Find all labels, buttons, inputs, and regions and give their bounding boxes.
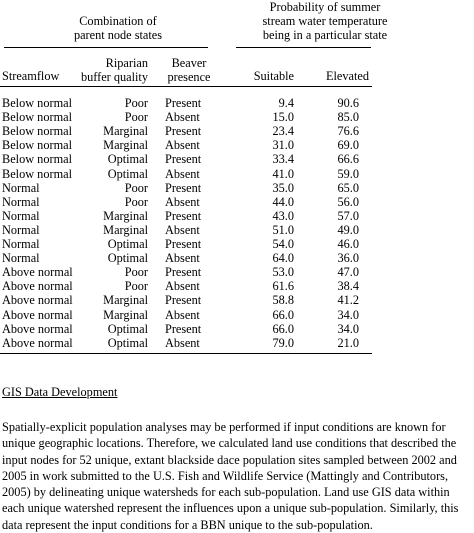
cell-suitable: 58.8 bbox=[272, 293, 294, 308]
cell-beaver: Absent bbox=[165, 110, 200, 125]
table-row bbox=[0, 336, 474, 350]
group-header-line: Combination of bbox=[79, 14, 157, 28]
cell-suitable: 44.0 bbox=[272, 194, 294, 209]
group-rule-right bbox=[236, 47, 371, 48]
cell-streamflow: Normal bbox=[2, 180, 40, 195]
cell-riparian: Marginal bbox=[103, 138, 148, 153]
cell-riparian: Marginal bbox=[103, 307, 148, 322]
cell-riparian: Optimal bbox=[107, 237, 148, 251]
col-header-streamflow: Streamflow bbox=[2, 69, 60, 83]
cell-riparian: Optimal bbox=[107, 335, 148, 350]
cell-riparian: Poor bbox=[124, 110, 148, 125]
cell-streamflow: Below normal bbox=[2, 152, 73, 167]
group-header-probability bbox=[225, 0, 425, 42]
table-row bbox=[0, 110, 474, 124]
cell-suitable: 53.0 bbox=[272, 265, 294, 280]
cell-beaver: Absent bbox=[165, 307, 200, 322]
cell-suitable: 54.0 bbox=[272, 237, 294, 251]
cell-streamflow: Above normal bbox=[2, 265, 73, 280]
group-header-line: being in a particular state bbox=[262, 28, 388, 42]
cell-suitable: 61.6 bbox=[272, 279, 294, 294]
cell-beaver: Present bbox=[165, 237, 202, 251]
cell-streamflow: Above normal bbox=[2, 307, 73, 322]
cell-suitable: 31.0 bbox=[272, 138, 294, 153]
table-row bbox=[0, 237, 474, 251]
cell-streamflow: Below normal bbox=[2, 96, 73, 110]
cell-beaver: Present bbox=[165, 124, 202, 139]
cell-beaver: Absent bbox=[165, 222, 200, 237]
cell-suitable: 66.0 bbox=[272, 307, 294, 322]
cell-elevated: 57.0 bbox=[337, 208, 359, 223]
cell-elevated: 69.0 bbox=[337, 138, 359, 153]
table-row bbox=[0, 152, 474, 166]
cell-suitable: 23.4 bbox=[272, 124, 294, 139]
cell-streamflow: Above normal bbox=[2, 321, 73, 336]
col-header-elevated: Elevated bbox=[325, 69, 369, 83]
col-header-suitable: Suitable bbox=[253, 69, 294, 83]
cell-streamflow: Below normal bbox=[2, 124, 73, 139]
cell-riparian: Optimal bbox=[107, 321, 148, 336]
cell-streamflow: Normal bbox=[2, 208, 40, 223]
col-header-line: presence bbox=[167, 70, 211, 84]
cell-beaver: Present bbox=[165, 293, 202, 308]
cell-streamflow: Normal bbox=[2, 251, 40, 266]
cell-riparian: Marginal bbox=[103, 293, 148, 308]
cell-riparian: Poor bbox=[124, 96, 148, 110]
cell-beaver: Present bbox=[165, 96, 202, 110]
cell-streamflow: Normal bbox=[2, 222, 40, 237]
table-row bbox=[0, 265, 474, 279]
table-row bbox=[0, 124, 474, 138]
cell-elevated: 85.0 bbox=[337, 110, 359, 125]
cell-beaver: Present bbox=[165, 265, 202, 280]
table-row bbox=[0, 279, 474, 293]
cell-suitable: 79.0 bbox=[272, 335, 294, 350]
cell-elevated: 56.0 bbox=[337, 194, 359, 209]
group-rule-left bbox=[4, 47, 208, 48]
cell-elevated: 21.0 bbox=[337, 335, 359, 350]
table-row bbox=[0, 181, 474, 195]
cell-riparian: Optimal bbox=[107, 152, 148, 167]
cell-beaver: Present bbox=[165, 208, 202, 223]
cell-elevated: 66.6 bbox=[337, 152, 359, 167]
cell-riparian: Poor bbox=[124, 279, 148, 294]
cell-suitable: 66.0 bbox=[272, 321, 294, 336]
cell-elevated: 65.0 bbox=[337, 180, 359, 195]
cell-riparian: Poor bbox=[124, 194, 148, 209]
cell-suitable: 51.0 bbox=[272, 222, 294, 237]
group-header-line: stream water temperature bbox=[262, 14, 388, 28]
cell-suitable: 43.0 bbox=[272, 208, 294, 223]
cell-suitable: 15.0 bbox=[272, 110, 294, 125]
cell-beaver: Absent bbox=[165, 279, 200, 294]
cell-streamflow: Above normal bbox=[2, 335, 73, 350]
cell-elevated: 90.6 bbox=[337, 96, 359, 110]
section-paragraph: Spatially-explicit population analyses may be performed if input conditions are known for unique geographic locations. Therefore, we calculated land use conditions that described the input nodes for 52 unique, extant blackside dace population sites sampled between 2002 and 2005 in work submitted to the U.S. Fish and Wildlife Service (Mattingly and Contributors, 2005) by delineating unique watersheds for each sub-population. Land use GIS data within each unique watershed represent the influences upon a unique sub-population. Similarly, this data represent the input conditions for a BBN unique to the sub-population. bbox=[2, 420, 459, 532]
cell-elevated: 36.0 bbox=[337, 251, 359, 266]
table-row bbox=[0, 96, 474, 110]
cell-riparian: Optimal bbox=[107, 251, 148, 266]
group-header-line: parent node states bbox=[73, 28, 163, 42]
cell-streamflow: Below normal bbox=[2, 138, 73, 153]
cell-elevated: 34.0 bbox=[337, 321, 359, 336]
cell-elevated: 46.0 bbox=[337, 237, 359, 251]
group-header-parent-nodes bbox=[38, 14, 198, 42]
cell-beaver: Absent bbox=[165, 335, 200, 350]
cell-suitable: 41.0 bbox=[272, 166, 294, 181]
cell-riparian: Marginal bbox=[103, 124, 148, 139]
cell-suitable: 33.4 bbox=[272, 152, 294, 167]
cell-beaver: Absent bbox=[165, 166, 200, 181]
cell-beaver: Absent bbox=[165, 194, 200, 209]
cell-elevated: 59.0 bbox=[337, 166, 359, 181]
cell-streamflow: Below normal bbox=[2, 166, 73, 181]
cell-riparian: Poor bbox=[124, 180, 148, 195]
cell-streamflow: Above normal bbox=[2, 293, 73, 308]
col-header-beaver bbox=[158, 56, 220, 84]
cell-elevated: 47.0 bbox=[337, 265, 359, 280]
cell-beaver: Absent bbox=[165, 251, 200, 266]
cell-elevated: 38.4 bbox=[337, 279, 359, 294]
cell-riparian: Poor bbox=[124, 265, 148, 280]
table-row bbox=[0, 308, 474, 322]
cell-elevated: 49.0 bbox=[337, 222, 359, 237]
table-row bbox=[0, 223, 474, 237]
col-header-line: Riparian bbox=[105, 56, 148, 70]
cell-beaver: Present bbox=[165, 152, 202, 167]
cell-elevated: 76.6 bbox=[337, 124, 359, 139]
table-row bbox=[0, 251, 474, 265]
col-header-line: buffer quality bbox=[80, 70, 148, 84]
cell-streamflow: Above normal bbox=[2, 279, 73, 294]
cell-beaver: Present bbox=[165, 321, 202, 336]
cell-riparian: Marginal bbox=[103, 222, 148, 237]
table-row bbox=[0, 167, 474, 181]
cell-riparian: Marginal bbox=[103, 208, 148, 223]
section-title: GIS Data Development bbox=[2, 385, 118, 399]
table-row bbox=[0, 322, 474, 336]
cell-suitable: 35.0 bbox=[272, 180, 294, 195]
cell-beaver: Present bbox=[165, 180, 202, 195]
table-row bbox=[0, 138, 474, 152]
cell-suitable: 64.0 bbox=[272, 251, 294, 266]
col-header-line: Beaver bbox=[171, 56, 207, 70]
cell-streamflow: Normal bbox=[2, 194, 40, 209]
cell-riparian: Optimal bbox=[107, 166, 148, 181]
cell-elevated: 34.0 bbox=[337, 307, 359, 322]
cell-beaver: Absent bbox=[165, 138, 200, 153]
table-row bbox=[0, 209, 474, 223]
cell-elevated: 41.2 bbox=[337, 293, 359, 308]
header-rule bbox=[0, 86, 372, 87]
group-header-line: Probability of summer bbox=[269, 0, 381, 14]
cell-suitable: 9.4 bbox=[278, 96, 294, 110]
table-row bbox=[0, 195, 474, 209]
cell-streamflow: Below normal bbox=[2, 110, 73, 125]
cell-streamflow: Normal bbox=[2, 237, 40, 251]
table-row bbox=[0, 293, 474, 307]
col-header-riparian bbox=[60, 56, 148, 84]
table-bottom-rule bbox=[0, 353, 372, 354]
